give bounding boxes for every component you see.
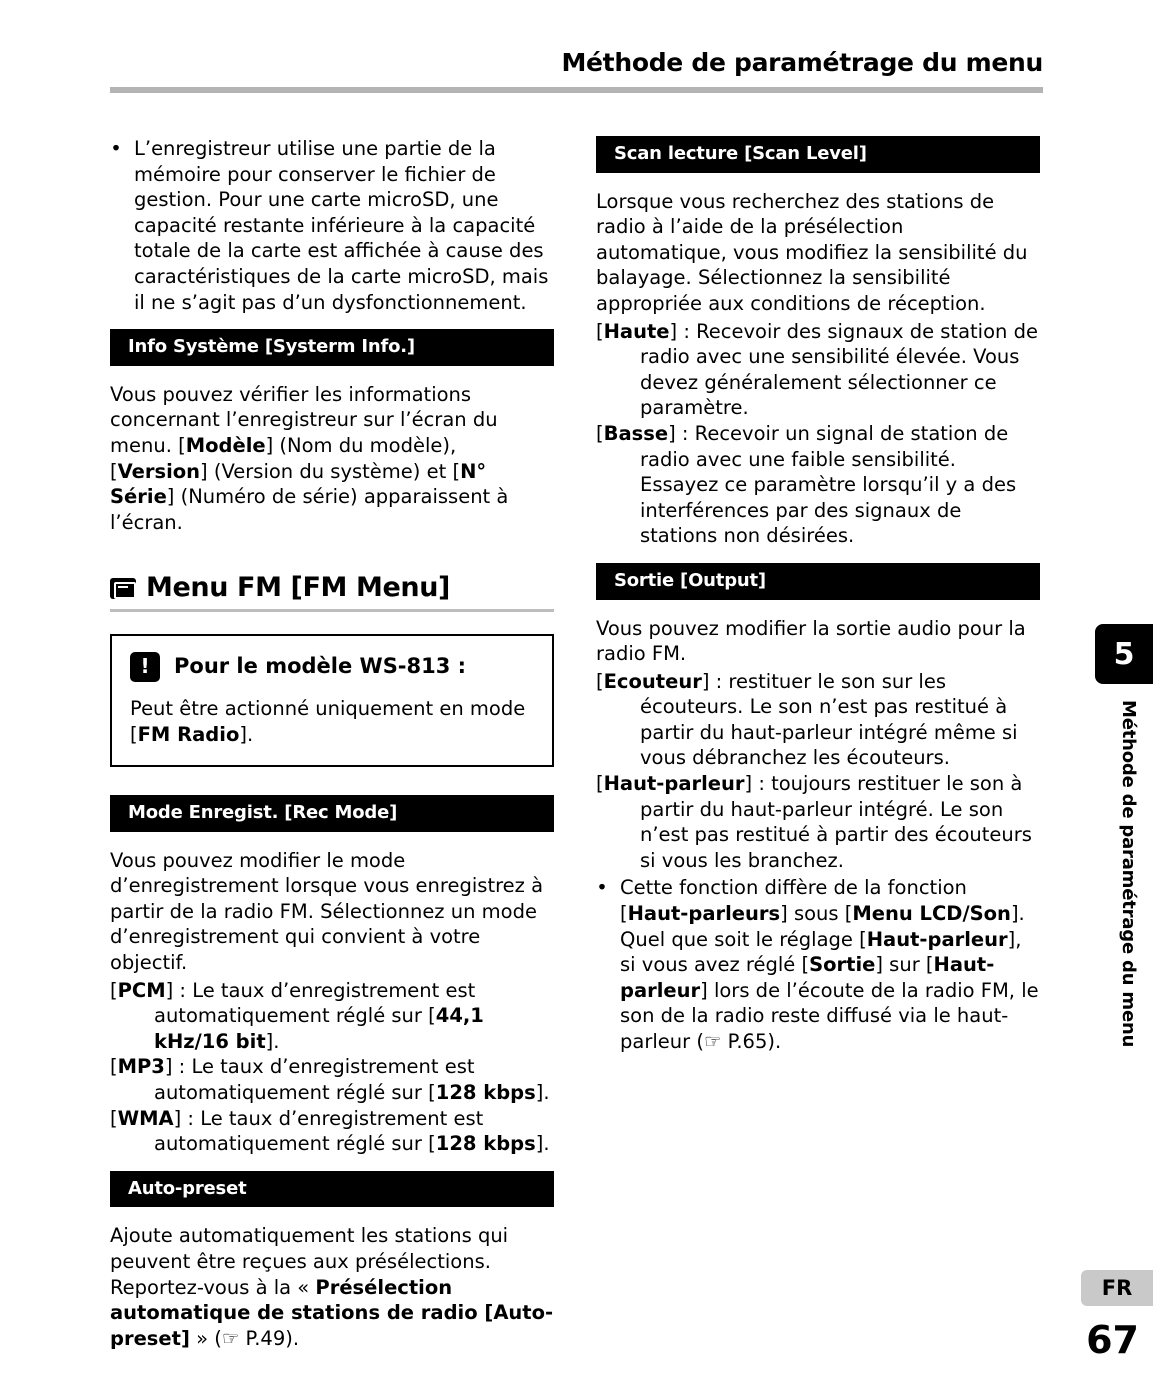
header-divider [110,87,1043,93]
ob-b3: Haut-parleur [866,927,1008,951]
mp3-value: 128 kbps [435,1081,536,1105]
output-bullet-text [620,875,1040,1054]
ob-b5: Haut-parleur [620,953,995,1002]
output-item-ecouteur: [Ecouteur] : restituer le son sur les écouteurs. Le son n’est pas restitué à partir du haut-parleur intégré même si vous débranchez les écouteurs. [596,669,1018,770]
note-box [110,634,554,767]
heading-auto-preset: Auto-preset [110,1171,554,1208]
ecouteur-text: ] : restituer le son sur les écouteurs. Le son n’est pas restitué à partir du haut-parleur intégré même si vous débranchez les écouteurs. [640,669,1018,770]
pcm-mid: ] : Le taux d’enregistrement est automatiquement réglé sur [ [154,978,476,1028]
basse-text: ] : Recevoir un signal de station de radio avec une faible sensibilité. Essayez ce paramètre lorsqu’il y a des interférences par des signaux de stations non désirées. [640,421,1017,548]
mp3-mid: ] : Le taux d’enregistrement est automatiquement réglé sur [ [154,1055,475,1105]
chapter-number-tab: 5 [1095,624,1153,684]
ob-p6: ] lors de l’écoute de la radio FM, le son de la radio reste diffusé via le haut-parleur ( [620,978,1039,1053]
haute-key: Haute [603,319,670,343]
vertical-chapter-title: Méthode de paramétrage du menu [1118,700,1139,1048]
note-box-title: Pour le modèle WS-813 : [174,654,467,679]
autopreset-page-ref: P.49 [245,1326,286,1350]
left-column [110,136,554,1353]
hautparleur-key: Haut-parleur [603,772,745,796]
wma-pre: [ [110,1106,118,1130]
heading-system-info: Info Système [Systerm Info.] [110,329,554,366]
ob-b2: Menu LCD/Son [852,902,1011,926]
mp3-pre: [ [110,1055,118,1079]
sysinfo-bold-version: Version [117,459,201,483]
pcm-post: ]. [265,1029,280,1053]
page-ref-icon: ☞ [703,1030,728,1053]
sysinfo-bold-serie: N° Série [110,459,487,509]
ob-p3: ]. Quel que soit le réglage [ [620,902,1025,951]
note-bold-fmradio: FM Radio [137,722,240,746]
output-bullet [596,875,1040,1054]
autopreset-text-3: ). [285,1326,300,1350]
system-info-paragraph [110,382,554,536]
output-item-haut-parleur: [Haut-parleur] : toujours restituer le son à partir du haut-parleur intégré. Le son n’est pas restitué à partir des écouteurs si vous les branchez. [596,772,1032,872]
wma-post: ]. [535,1132,550,1156]
right-column [596,136,1040,1059]
hautparleur-text: ] : toujours restituer le son à partir du haut-parleur intégré. Le son n’est pas restitué à partir des écouteurs si vous les branchez. [640,772,1032,872]
sysinfo-text-4: ] (Numéro de série) apparaissent à l’écran. [110,485,509,534]
rec-mode-item-wma [110,1106,554,1157]
pcm-pre: [ [110,978,118,1002]
ob-p5: ] sur [ [875,953,934,977]
mp3-key: MP3 [117,1055,165,1079]
note-box-body [130,696,534,747]
fm-menu-title: Menu FM [FM Menu] [146,572,450,604]
ecouteur-key: Ecouteur [603,669,702,693]
ob-page-ref: P.65 [727,1030,768,1053]
page-header-title: Méthode de paramétrage du menu [561,48,1043,77]
page-ref-icon: ☞ [221,1326,246,1350]
autopreset-text-2: » ( [189,1326,222,1350]
autopreset-text-1: Ajoute automatiquement les stations qui peuvent être reçues aux présélections. Reportez-vous à la « [110,1224,509,1299]
haute-text: ] : Recevoir des signaux de station de radio avec une sensibilité élevée. Vous devez généralement sélectionner ce paramètre. [640,319,1038,420]
ob-b1: Haut-parleurs [627,902,781,926]
auto-preset-paragraph [110,1223,554,1351]
scan-level-item-basse: [Basse] : Recevoir un signal de station de radio avec une faible sensibilité. Essayez ce paramètre lorsqu’il y a des interférences par des signaux de stations non désirées. [596,421,1017,548]
ob-p2: ] sous [ [780,902,853,926]
intro-bullet [110,136,554,315]
scan-level-paragraph: Lorsque vous recherchez des stations de radio à l’aide de la présélection automatique, vous modifiez la sensibilité du balayage. Sélectionnez la sensibilité appropriée aux conditions de réception. [596,189,1028,315]
note-text-1: Peut être actionné uniquement en mode [ [130,696,526,746]
sysinfo-text-2: ] (Nom du modèle), [ [110,433,457,483]
mp3-post: ]. [535,1081,550,1105]
intro-bullet-text: L’enregistreur utilise une partie de la mémoire pour conserver le fichier de gestion. Pour une carte microSD, une capacité restante inférieure à la capacité totale de la carte est affichée à cause des caractéristiques de la carte microSD, mais il ne s’agit pas d’un dysfonctionnement. [134,137,549,314]
rec-mode-item-mp3 [110,1054,554,1105]
note-text-2: ]. [239,722,254,746]
ob-b4: Sortie [809,953,876,977]
page-number: 67 [1086,1318,1139,1362]
sysinfo-bold-modele: Modèle [185,433,266,457]
pcm-key: PCM [117,978,166,1002]
section-title-fm-menu [110,572,554,604]
note-box-header [130,652,534,682]
wma-mid: ] : Le taux d’enregistrement est automatiquement réglé sur [ [154,1106,484,1156]
exclamation-icon: ! [130,652,160,682]
menu-screen-icon [110,578,136,599]
heading-output: Sortie [Output] [596,563,1040,600]
autopreset-bold-ref: Présélection automatique de stations de radio [Auto-preset] [110,1275,554,1350]
sysinfo-text-3: ] (Version du système) et [ [200,459,461,483]
wma-key: WMA [117,1106,174,1130]
pcm-value: 44,1 kHz/16 bit [154,1004,484,1053]
bullet-dot: • [596,876,608,900]
bullet-dot: • [110,137,122,160]
scan-level-item-haute: [Haute] : Recevoir des signaux de station de radio avec une sensibilité élevée. Vous devez généralement sélectionner ce paramètre. [596,319,1038,420]
heading-rec-mode: Mode Enregist. [Rec Mode] [110,795,554,832]
wma-value: 128 kbps [435,1132,536,1156]
language-badge: FR [1081,1270,1153,1306]
ob-p1: Cette fonction diffère de la fonction [ [620,876,967,926]
section-divider [110,609,554,612]
rec-mode-paragraph: Vous pouvez modifier le mode d’enregistrement lorsque vous enregistrez à partir de la radio FM. Sélectionnez un mode d’enregistrement qui convient à votre objectif. [110,848,544,975]
ob-p4: ], si vous avez réglé [ [620,927,1022,977]
ob-p7: ). [767,1030,782,1053]
sysinfo-text-1: Vous pouvez vérifier les informations concernant l’enregistreur sur l’écran du menu. [ [110,382,498,457]
rec-mode-item-pcm [110,978,554,1055]
heading-scan-level: Scan lecture [Scan Level] [596,136,1040,173]
basse-key: Basse [603,421,669,445]
output-paragraph: Vous pouvez modifier la sortie audio pour la radio FM. [596,616,1026,666]
